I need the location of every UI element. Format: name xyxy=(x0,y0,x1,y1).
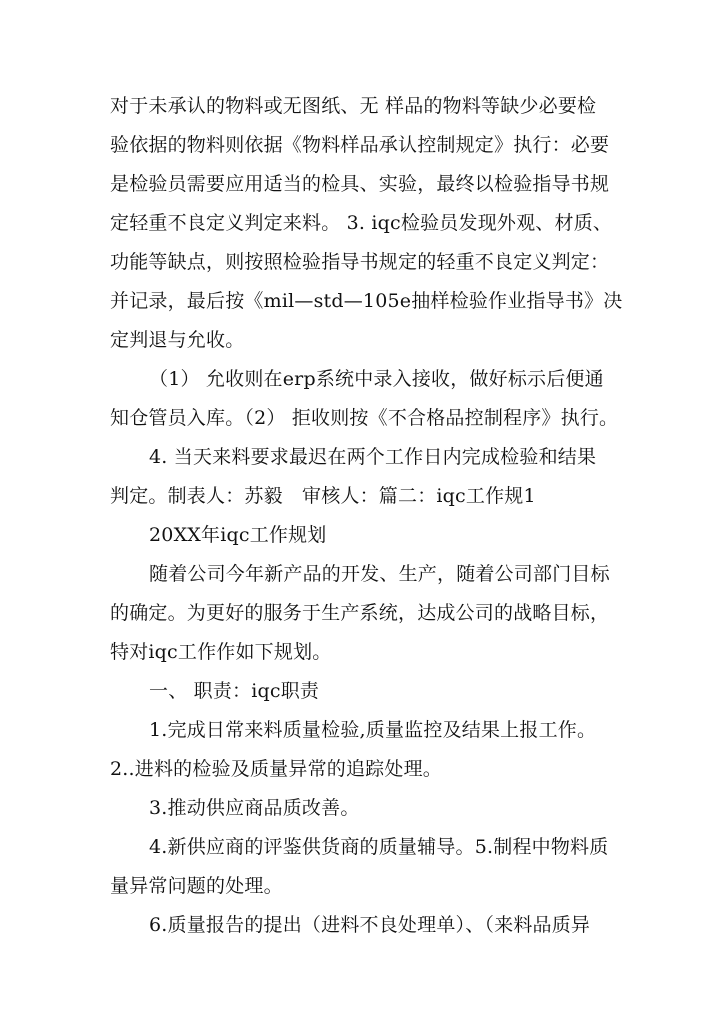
text-line-21: 量异常问题的处理。 xyxy=(110,875,283,897)
text-line-18: 2..进料的检验及质量异常的追踪处理。 xyxy=(110,758,442,780)
text-line-1: 对于未承认的物料或无图纸、无 样品的物料等缺少必要检 xyxy=(110,95,597,117)
text-line-17: 1.完成日常来料质量检验,质量监控及结果上报工作。 xyxy=(149,719,597,741)
text-line-6: 并记录，最后按《mil—std—105e抽样检验作业指导书》决 xyxy=(110,290,623,312)
text-line-3: 是检验员需要应用适当的检具、实验，最终以检验指导书规 xyxy=(110,173,610,195)
text-line-12: 20XX年iqc工作规划 xyxy=(149,524,327,546)
text-line-7: 定判退与允收。 xyxy=(110,329,245,351)
text-line-15: 特对iqc工作作如下规划。 xyxy=(110,641,332,663)
text-line-8: （1） 允收则在erp系统中录入接收，做好标示后便通 xyxy=(149,368,604,390)
text-line-9: 知仓管员入库。（2） 拒收则按《不合格品控制程序》执行。 xyxy=(110,407,619,429)
text-line-14: 的确定。为更好的服务于生产系统，达成公司的战略目标， xyxy=(110,602,610,624)
text-line-13: 随着公司今年新产品的开发、生产，随着公司部门目标 xyxy=(149,563,610,585)
text-line-16: 一、 职责：iqc职责 xyxy=(149,680,320,702)
text-line-22: 6.质量报告的提出（进料不良处理单）、（来料品质异 xyxy=(149,914,591,936)
text-line-10: 4. 当天来料要求最迟在两个工作日内完成检验和结果 xyxy=(149,446,597,468)
text-line-19: 3.推动供应商品质改善。 xyxy=(149,797,360,819)
text-line-11: 判定。制表人：苏毅 审核人：篇二：iqc工作规1 xyxy=(110,485,536,507)
text-line-2: 验依据的物料则依据《物料样品承认控制规定》执行：必要 xyxy=(110,134,610,156)
text-line-5: 功能等缺点，则按照检验指导书规定的轻重不良定义判定： xyxy=(110,251,610,273)
text-line-4: 定轻重不良定义判定来料。 3. iqc检验员发现外观、材质、 xyxy=(110,212,613,234)
text-line-20: 4.新供应商的评鉴供货商的质量辅导。5.制程中物料质 xyxy=(149,836,609,858)
